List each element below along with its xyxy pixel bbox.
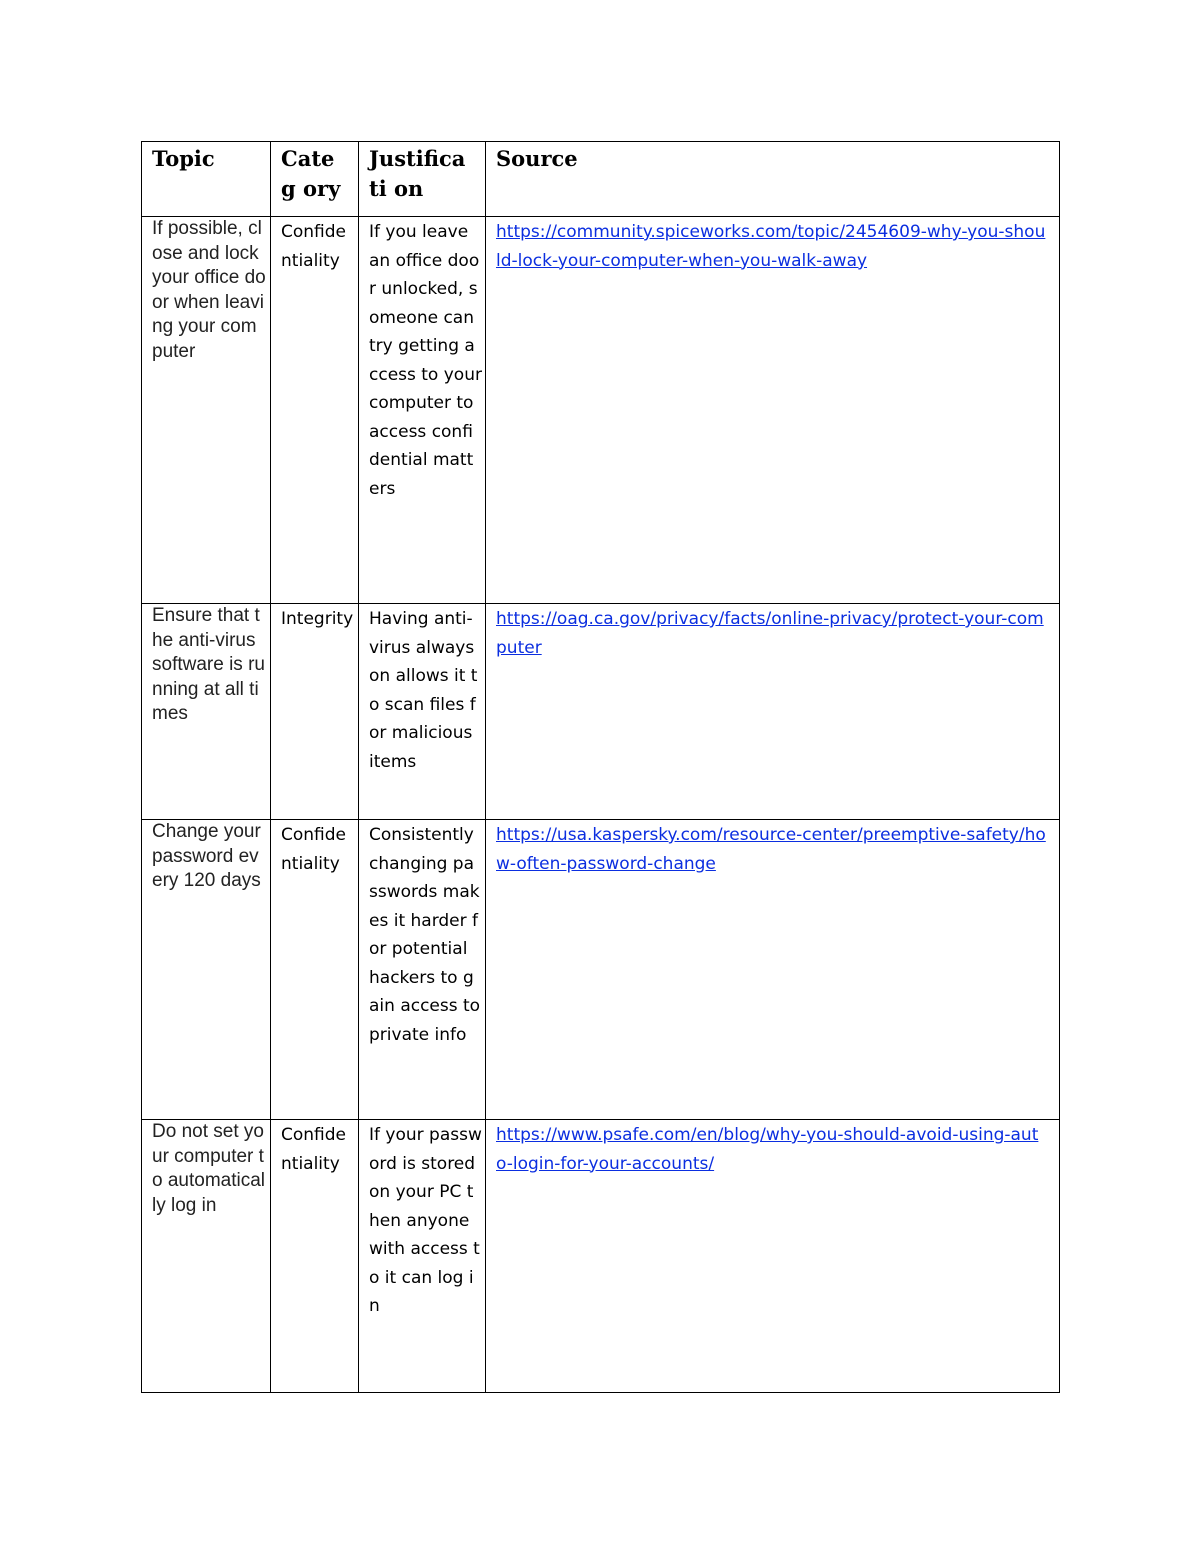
source-link[interactable]: https://oag.ca.gov/privacy/facts/online-privacy/protect-your-computer xyxy=(496,609,1044,658)
category-cell: Confidentiality xyxy=(271,1120,359,1393)
source-cell xyxy=(486,604,1060,820)
category-cell: Integrity xyxy=(271,604,359,820)
justification-cell: Having anti-virus always on allows it to scan files for malicious items xyxy=(359,604,486,820)
topic-cell: Change your password every 120 days xyxy=(142,820,271,1120)
topic-cell: Do not set your computer to automatically log in xyxy=(142,1120,271,1393)
table-row xyxy=(142,820,1060,1120)
cybersecurity-table xyxy=(141,141,1060,1393)
table-header-row xyxy=(142,142,1060,217)
source-cell xyxy=(486,820,1060,1120)
category-cell: Confidentiality xyxy=(271,820,359,1120)
source-link[interactable]: https://www.psafe.com/en/blog/why-you-should-avoid-using-auto-login-for-your-accounts/ xyxy=(496,1125,1039,1174)
justification-cell: Consistently changing passwords makes it harder for potential hackers to gain access to private info xyxy=(359,820,486,1120)
topic-cell: Ensure that the anti-virus software is running at all times xyxy=(142,604,271,820)
header-source: Source xyxy=(486,142,1060,217)
category-cell: Confidentiality xyxy=(271,217,359,604)
table-row xyxy=(142,217,1060,604)
source-cell xyxy=(486,1120,1060,1393)
justification-cell: If you leave an office door unlocked, someone can try getting access to your computer to access confidential matters xyxy=(359,217,486,604)
header-category: Categ ory xyxy=(271,142,359,217)
topic-cell: If possible, close and lock your office door when leaving your computer xyxy=(142,217,271,604)
table-row xyxy=(142,604,1060,820)
header-topic: Topic xyxy=(142,142,271,217)
source-link[interactable]: https://usa.kaspersky.com/resource-center/preemptive-safety/how-often-password-change xyxy=(496,825,1046,874)
justification-cell: If your password is stored on your PC then anyone with access to it can log in xyxy=(359,1120,486,1393)
source-cell xyxy=(486,217,1060,604)
source-link[interactable]: https://community.spiceworks.com/topic/2454609-why-you-should-lock-your-computer-when-you-walk-away xyxy=(496,222,1046,271)
table-row xyxy=(142,1120,1060,1393)
header-justification: Justificati on xyxy=(359,142,486,217)
